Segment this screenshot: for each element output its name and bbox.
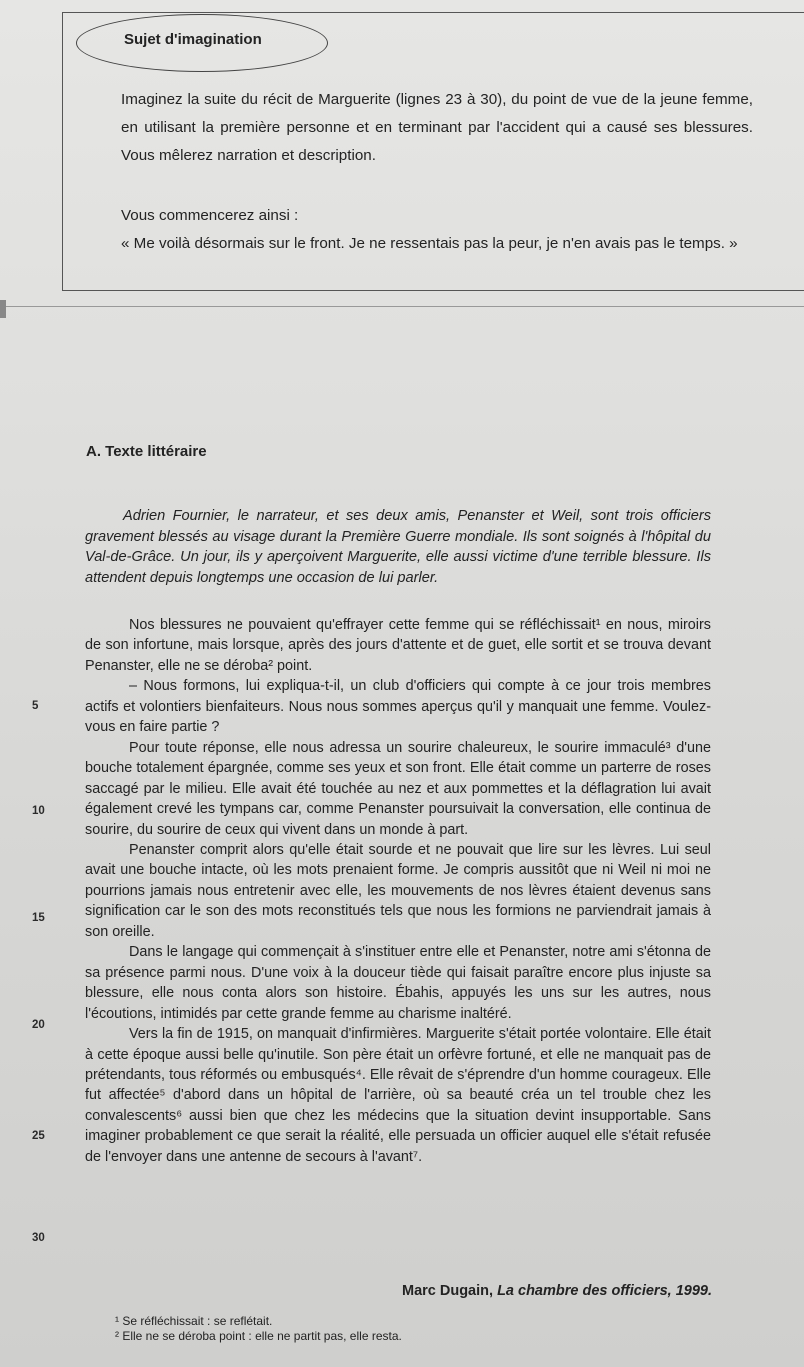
source-citation: [272, 1283, 712, 1299]
line-number: 25: [32, 1130, 45, 1142]
frame-top-border: [62, 12, 804, 13]
frame-bottom-border: [62, 290, 804, 291]
frame-left-border: [62, 12, 63, 290]
text-paragraph: Dans le langage qui commençait à s'instituer entre elle et Penanster, notre ami s'étonna de sa présence parmi nous. D'une voix à la douceur tiède qui faisait paraître encore plus injuste sa blessure, elle nous conta alors son histoire. Ébahis, appuyés les uns sur les autres, nous l'écoutions, intimidés par cette grande femme au charisme inaltéré.: [85, 944, 711, 1022]
footnote: ² Elle ne se déroba point : elle ne partit pas, elle resta.: [115, 1329, 402, 1343]
assignment-title: Sujet d'imagination: [124, 31, 262, 48]
text-paragraph: – Nous formons, lui expliqua-t-il, un club d'officiers qui compte à ce jour trois membres actifs et volontiers bienfaiteurs. Nous nous sommes aperçus qu'il y manquait une femme. Voulez-vous en faire partie ?: [85, 678, 711, 736]
text-paragraph: Pour toute réponse, elle nous adressa un sourire chaleureux, le sourire immaculé³ d'une bouche totalement épargnée, comme ses yeux et son front. Elle était comme un parterre de roses saccagé par le milieu. Elle avait été touchée au nez et aux pommettes et la déflagration lui avait également crevé les tympans car, comme Penanster poursuivait la conversation, elle continua de sourire, du sourire de ceux qui vivent dans un monde à part.: [85, 739, 711, 838]
line-number: 10: [32, 805, 45, 817]
text-paragraph: Penanster comprit alors qu'elle était sourde et ne pouvait que lire sur les lèvres. Lui seul avait une bouche intacte, où les mots prenaient forme. Je compris aussitôt que ni Weil ni moi ne pourrions jamais nous entretenir avec elle, les mouvements de nos lèvres étaient devenus sans signification car le son des mots reconstitués tels que nous les formions ne parviendrait jamais à son oreille.: [85, 841, 711, 940]
literary-text: [85, 615, 711, 1167]
intro-paragraph: [85, 506, 711, 588]
line-number: 30: [32, 1232, 45, 1244]
page-divider: [0, 306, 804, 307]
intro-text: Adrien Fournier, le narrateur, et ses deux amis, Penanster et Weil, sont trois officiers gravement blessés au visage durant la Première Guerre mondiale. Ils sont soignés à l'hôpital du Val-de-Grâce. Un jour, ils y aperçoivent Marguerite, elle aussi victime d'une terrible blessure. Ils attendent depuis longtemps une occasion de lui parler.: [85, 508, 711, 586]
text-paragraph: Nos blessures ne pouvaient qu'effrayer cette femme qui se réfléchissait¹ en nous, miroirs de son infortune, mais lorsque, après des jours d'attente et de guet, elle sortit et se trouva devant Penanster, elle ne se déroba² point.: [85, 617, 711, 674]
footnotes: [115, 1314, 675, 1344]
assignment-start-label: Vous commencerez ainsi :: [121, 207, 299, 224]
line-number: 15: [32, 912, 45, 924]
text-paragraph: Vers la fin de 1915, on manquait d'infirmières. Marguerite s'était portée volontaire. Elle était à cette époque aussi belle qu'inutile. Son père était un orfèvre fortuné, et elle ne manquait pas de prétendants, tous réformés ou embusqués⁴. Elle rêvait de s'éprendre d'un homme courageux. Elle fut affectée⁵ d'abord dans un hôpital de l'arrière, où sa beauté créa un tel trouble chez les convalescents⁶ aussi bien que chez les médecins que la situation devint insupportable. Sans imaginer probablement ce que serait la réalité, elle persuada un officier auquel elle s'était refusée de l'envoyer dans une antenne de secours à l'avant⁷.: [85, 1026, 711, 1165]
line-number: 20: [32, 1019, 45, 1031]
section-title: A. Texte littéraire: [86, 443, 207, 460]
author-name: Marc Dugain,: [401, 1283, 494, 1299]
footnote: ¹ Se réfléchissait : se reflétait.: [115, 1314, 273, 1328]
assignment-instruction: Imaginez la suite du récit de Marguerite (lignes 23 à 30), du point de vue de la jeune femme, en utilisant la première personne et en terminant par l'accident qui a causé ses blessures. Vous mêlerez narration et description.: [121, 91, 753, 164]
line-number: 5: [32, 700, 39, 712]
assignment-start-quote: « Me voilà désormais sur le front. Je ne ressentais pas la peur, je n'en avais pas le temps. »: [121, 235, 738, 252]
page-edge-mark: [0, 300, 6, 318]
work-title: La chambre des officiers, 1999.: [497, 1283, 712, 1299]
